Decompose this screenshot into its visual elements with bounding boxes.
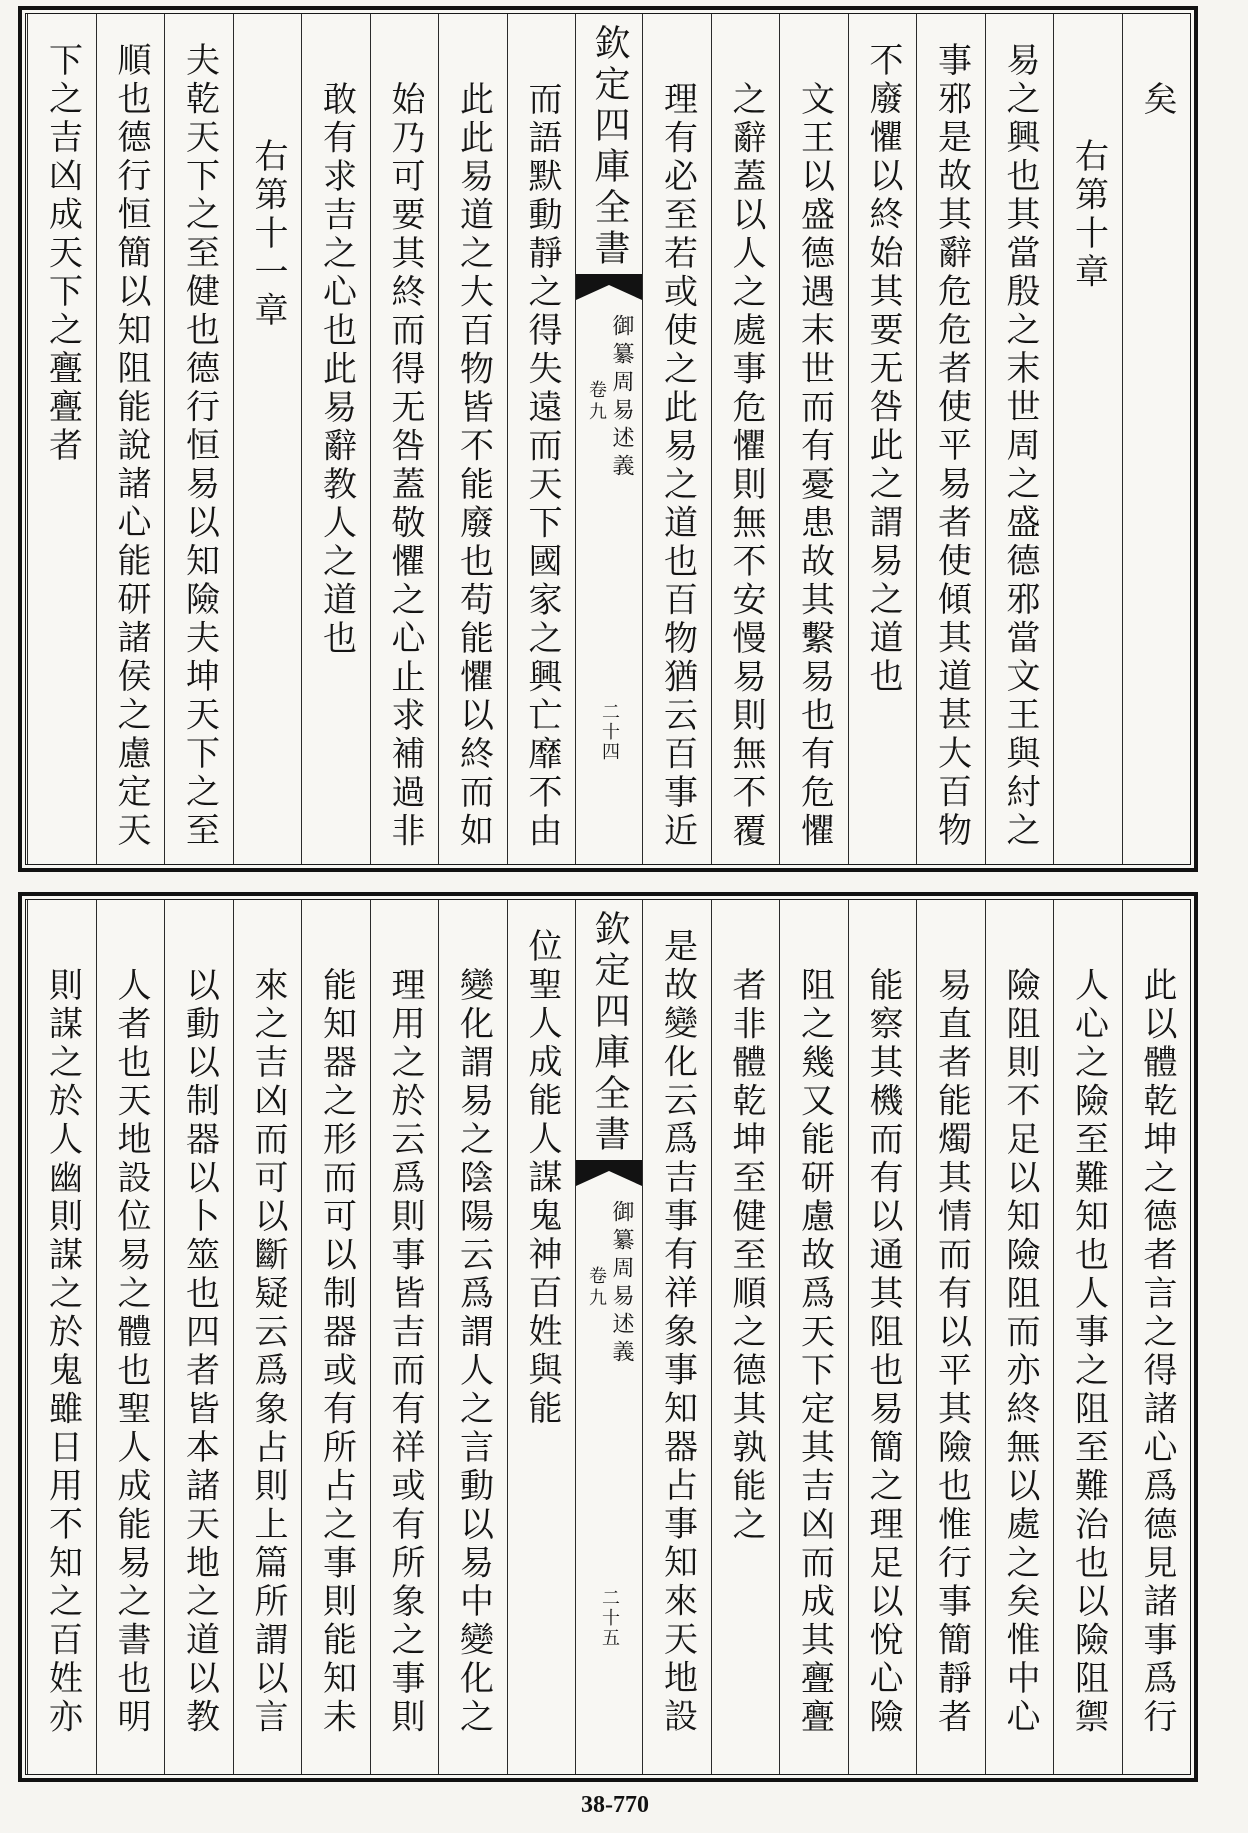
volume-label: 卷九: [586, 1266, 607, 1310]
center-band: [575, 900, 642, 1774]
text-column: 者非體乾坤至健至順之德其孰能之: [711, 900, 780, 1774]
upper-page-frame: [25, 13, 1191, 865]
text-column: 順也德行恒簡以知阻能說諸心能研諸侯之慮定天: [96, 14, 165, 864]
text-column: 而語默動靜之得失遠而天下國家之興亡靡不由: [507, 14, 576, 864]
text-column: 下之吉凶成天下之亹亹者: [27, 14, 96, 864]
text-column: 能知器之形而可以制器或有所占之事則能知未: [301, 900, 370, 1774]
upper-page-panel: [18, 6, 1198, 872]
text-column: 敢有求吉之心也此易辭教人之道也: [301, 14, 370, 864]
collection-title: 欽定四庫全書: [589, 910, 630, 1156]
lower-page-panel: [18, 892, 1198, 1782]
text-column: 人心之險至難知也人事之阻至難治也以險阻禦: [1053, 900, 1122, 1774]
text-column: 此以體乾坤之德者言之得諸心爲德見諸事爲行: [1122, 900, 1191, 1774]
text-column: 之辭蓋以人之處事危懼則無不安慢易則無不覆: [711, 14, 780, 864]
text-column: 此此易道之大百物皆不能廢也苟能懼以終而如: [438, 14, 507, 864]
text-column: 變化謂易之陰陽云爲謂人之言動以易中變化之: [438, 900, 507, 1774]
center-band: [575, 14, 642, 864]
text-column: 理用之於云爲則事皆吉而有祥或有所象之事則: [370, 900, 439, 1774]
text-column: 則謀之於人幽則謀之於鬼雖日用不知之百姓亦: [27, 900, 96, 1774]
chapter-heading-column: 右第十一章: [233, 14, 302, 864]
fishtail-ornament: [576, 272, 642, 302]
text-column: 以動以制器以卜筮也四者皆本諸天地之道以教: [164, 900, 233, 1774]
leaf-number: 二十四: [599, 702, 620, 762]
book-title: 御纂周易述義: [609, 314, 634, 482]
text-column: 不廢懼以終始其要无咎此之謂易之道也: [848, 14, 917, 864]
text-column: 矣: [1122, 14, 1191, 864]
text-column: 險阻則不足以知險阻而亦終無以處之矣惟中心: [985, 900, 1054, 1774]
text-column: 是故變化云爲吉事有祥象事知器占事知來天地設: [642, 900, 711, 1774]
text-column: 能察其機而有以通其阻也易簡之理足以悅心險: [848, 900, 917, 1774]
lower-page-frame: [25, 899, 1191, 1775]
page-number: 38-770: [581, 1792, 649, 1818]
text-column: 阻之幾又能研慮故爲天下定其吉凶而成其亹亹: [779, 900, 848, 1774]
text-column: 來之吉凶而可以斷疑云爲象占則上篇所謂以言: [233, 900, 302, 1774]
text-column: 易之興也其當殷之末世周之盛德邪當文王與紂之: [985, 14, 1054, 864]
text-column: 文王以盛德遇末世而有憂患故其繫易也有危懼: [779, 14, 848, 864]
book-title: 御纂周易述義: [609, 1200, 634, 1368]
chapter-heading-column: 右第十章: [1053, 14, 1122, 864]
text-column: 位聖人成能人謀鬼神百姓與能: [507, 900, 576, 1774]
text-column: 始乃可要其終而得无咎蓋敬懼之心止求補過非: [370, 14, 439, 864]
collection-title: 欽定四庫全書: [589, 24, 630, 270]
text-column: 事邪是故其辭危危者使平易者使傾其道甚大百物: [916, 14, 985, 864]
leaf-number: 二十五: [599, 1588, 620, 1648]
text-column: 夫乾天下之至健也德行恒易以知險夫坤天下之至: [164, 14, 233, 864]
text-column: 易直者能燭其情而有以平其險也惟行事簡靜者: [916, 900, 985, 1774]
volume-label: 卷九: [586, 380, 607, 424]
fishtail-ornament: [576, 1158, 642, 1188]
text-column: 人者也天地設位易之體也聖人成能易之書也明: [96, 900, 165, 1774]
text-column: 理有必至若或使之此易之道也百物猶云百事近: [642, 14, 711, 864]
